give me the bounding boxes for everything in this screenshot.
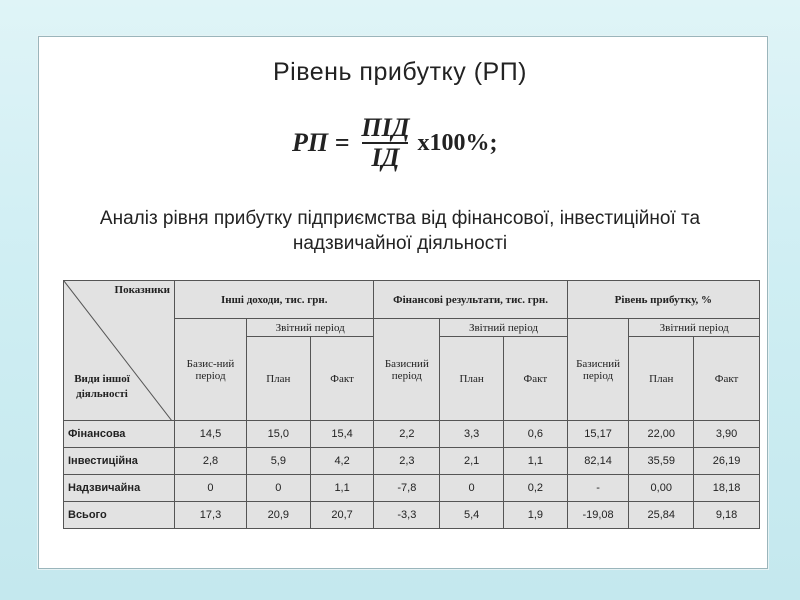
- slide-subtitle: Аналіз рівня прибутку підприємства від фінансової, інвестиційної та надзвичайної діяльності: [99, 208, 701, 254]
- slide-title: Рівень прибутку (РП): [273, 58, 527, 86]
- table-cell: 17,3: [175, 502, 247, 529]
- plan-header: План: [246, 337, 310, 421]
- table-cell: 2,3: [374, 448, 440, 475]
- table-cell: -7,8: [374, 475, 440, 502]
- row-label: Інвестиційна: [64, 448, 175, 475]
- table-cell: 0,2: [503, 475, 567, 502]
- table-cell: 0: [246, 475, 310, 502]
- table-cell: 1,1: [310, 475, 374, 502]
- group-header-financial-results: Фінансові результати, тис. грн.: [374, 281, 567, 319]
- table-cell: 15,0: [246, 421, 310, 448]
- table-cell: -3,3: [374, 502, 440, 529]
- table-cell: 0: [440, 475, 504, 502]
- table-row: [64, 448, 760, 475]
- report-period-header: Звітний період: [246, 319, 374, 337]
- table-cell: -19,08: [567, 502, 629, 529]
- table-cell: 5,9: [246, 448, 310, 475]
- report-period-header: Звітний період: [629, 319, 760, 337]
- table-cell: -: [567, 475, 629, 502]
- fact-header: Факт: [694, 337, 760, 421]
- row-label: Всього: [64, 502, 175, 529]
- table-cell: 2,8: [175, 448, 247, 475]
- table-cell: 4,2: [310, 448, 374, 475]
- table-cell: 1,1: [503, 448, 567, 475]
- table-cell: 0,6: [503, 421, 567, 448]
- group-header-other-income: Інші доходи, тис. грн.: [175, 281, 374, 319]
- table-cell: 82,14: [567, 448, 629, 475]
- profit-analysis-table: [63, 280, 760, 529]
- table-corner-header: [64, 281, 175, 421]
- table-cell: 5,4: [440, 502, 504, 529]
- formula-rhs: х100%;: [417, 129, 498, 156]
- table-cell: 2,2: [374, 421, 440, 448]
- table-row: [64, 421, 760, 448]
- formula-numerator: ПІД: [361, 113, 410, 142]
- table-cell: 14,5: [175, 421, 247, 448]
- table-cell: 1,9: [503, 502, 567, 529]
- table-cell: 0: [175, 475, 247, 502]
- table-cell: 0,00: [629, 475, 694, 502]
- row-label: Надзвичайна: [64, 475, 175, 502]
- table-cell: 25,84: [629, 502, 694, 529]
- table-cell: 3,3: [440, 421, 504, 448]
- table-row: [64, 475, 760, 502]
- formula-denominator: ІД: [371, 143, 400, 172]
- table-cell: 2,1: [440, 448, 504, 475]
- table-cell: 18,18: [694, 475, 760, 502]
- table-cell: 35,59: [629, 448, 694, 475]
- table-cell: 22,00: [629, 421, 694, 448]
- base-period-header: Базисний період: [374, 319, 440, 421]
- base-period-header: Базисний період: [567, 319, 629, 421]
- plan-header: План: [440, 337, 504, 421]
- base-period-header: Базис-ний період: [175, 319, 247, 421]
- formula-fraction: [359, 114, 411, 172]
- table-cell: 26,19: [694, 448, 760, 475]
- table-cell: 3,90: [694, 421, 760, 448]
- report-period-header: Звітний період: [440, 319, 567, 337]
- table-cell: 20,7: [310, 502, 374, 529]
- corner-label-indicators: Показники: [114, 284, 171, 296]
- plan-header: План: [629, 337, 694, 421]
- group-header-profit-level: Рівень прибутку, %: [567, 281, 759, 319]
- table-cell: 20,9: [246, 502, 310, 529]
- table-row: [64, 502, 760, 529]
- fact-header: Факт: [310, 337, 374, 421]
- fact-header: Факт: [503, 337, 567, 421]
- row-label: Фінансова: [64, 421, 175, 448]
- table-cell: 15,4: [310, 421, 374, 448]
- table-cell: 9,18: [694, 502, 760, 529]
- table-cell: 15,17: [567, 421, 629, 448]
- corner-label-activity-types: Види іншої діяльності: [74, 373, 130, 400]
- profit-level-formula: [292, 112, 498, 174]
- formula-lhs: РП =: [292, 128, 350, 157]
